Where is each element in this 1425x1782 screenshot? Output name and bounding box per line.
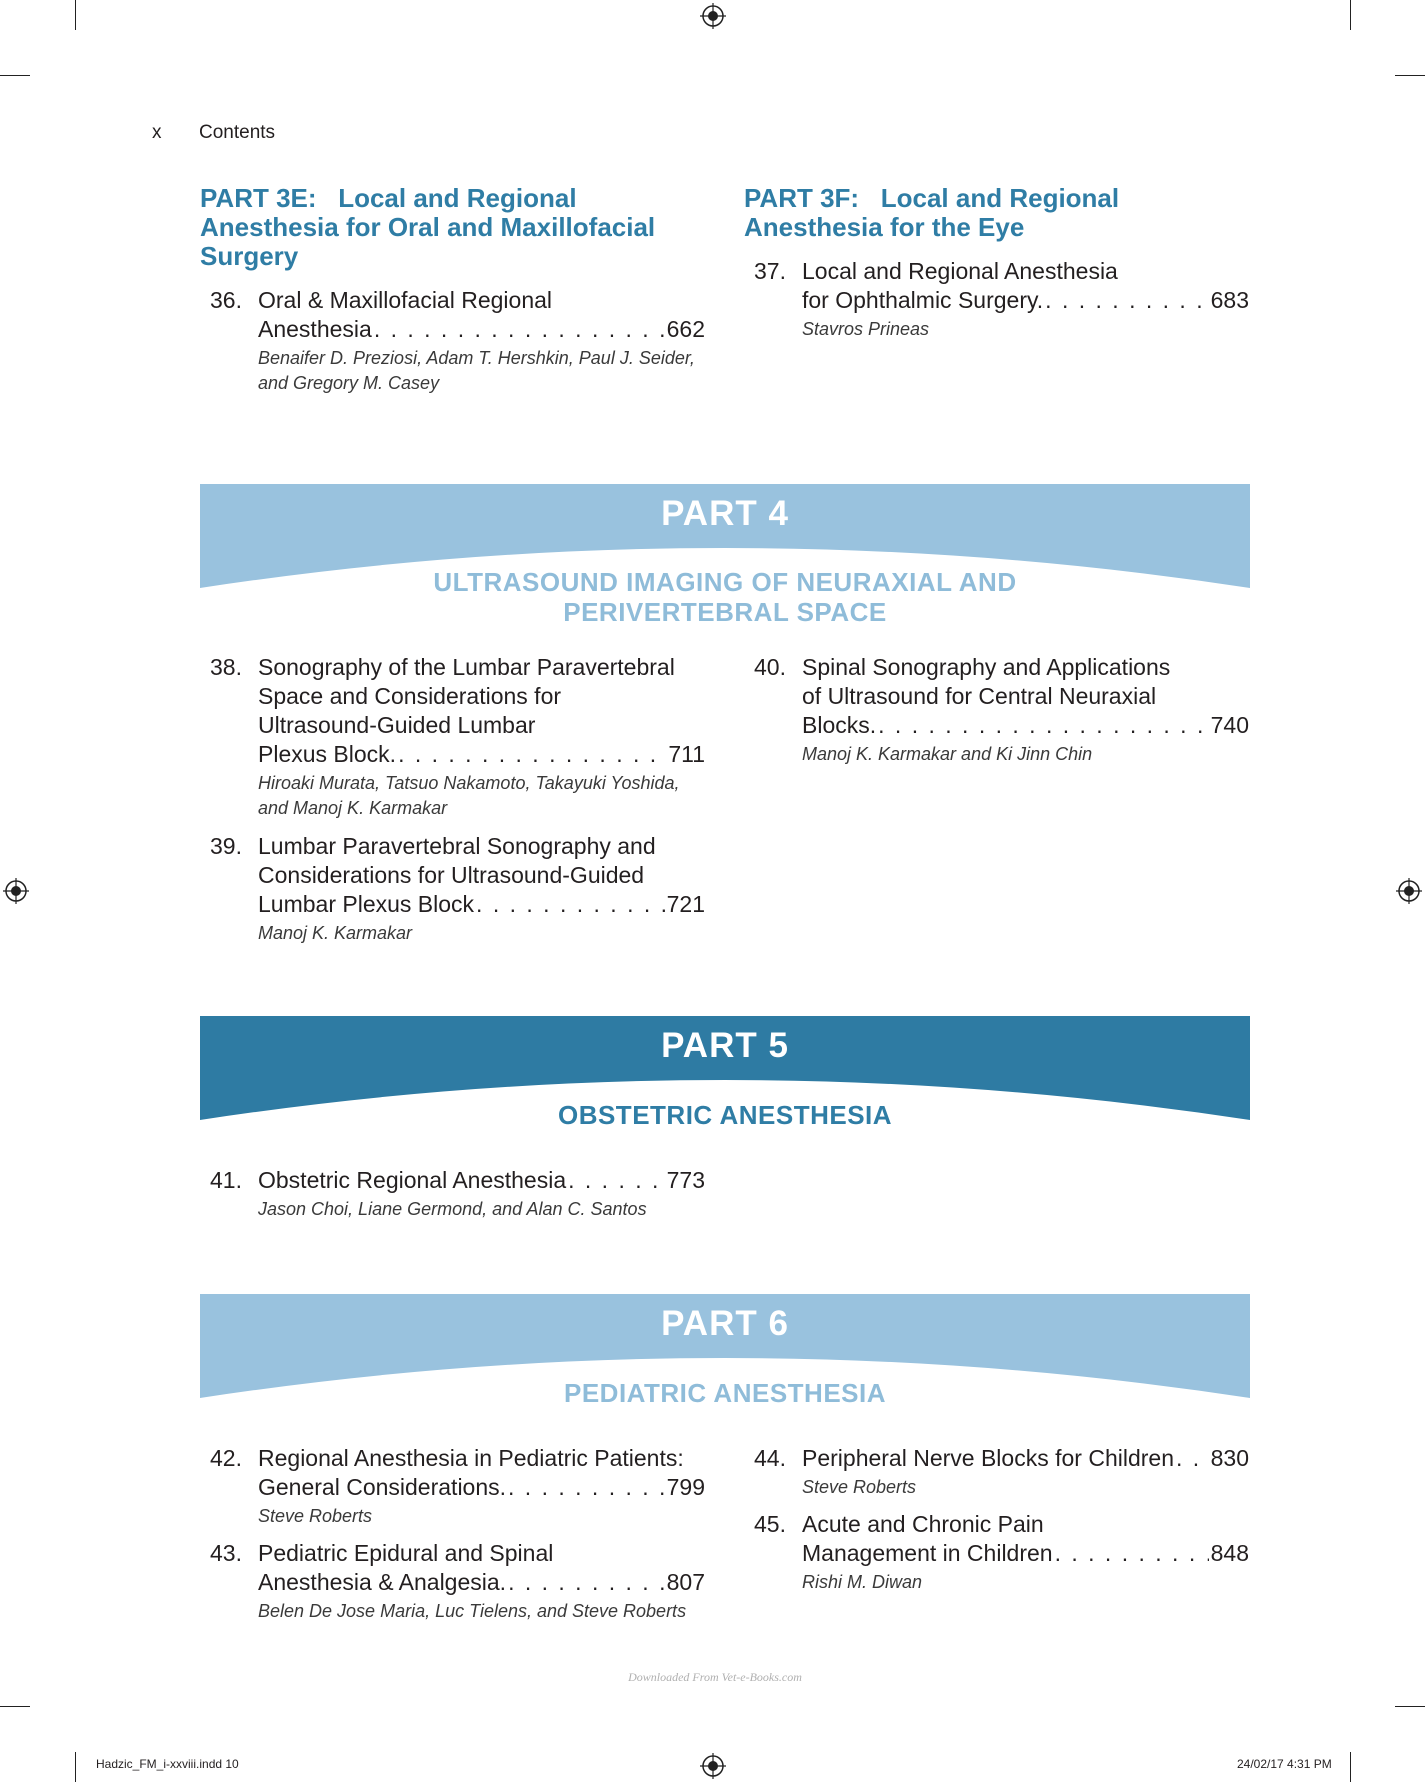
- part-6-subtitle: PEDIATRIC ANESTHESIA: [563, 1378, 887, 1408]
- chapter-title: Plexus Block.: [258, 741, 397, 767]
- chapter-title: Acute and Chronic Pain: [802, 1511, 1044, 1537]
- chapter-authors: Rishi M. Diwan: [802, 1572, 923, 1592]
- chapter-number: 36.: [210, 287, 242, 313]
- chapter-number: 41.: [210, 1167, 242, 1193]
- chapter-authors: Steve Roberts: [802, 1477, 917, 1497]
- dot-leader: [878, 711, 1208, 740]
- dot-leader: [508, 1473, 665, 1502]
- watermark: Downloaded From Vet-e-Books.com: [628, 1670, 802, 1684]
- chapter-number: 38.: [210, 654, 242, 680]
- registration-mark-icon: [1396, 878, 1422, 904]
- chapter-title: Pediatric Epidural and Spinal: [258, 1540, 554, 1566]
- chapter-title: Regional Anesthesia in Pediatric Patients:: [258, 1445, 684, 1471]
- toc-entry[interactable]: [200, 653, 705, 821]
- dot-leader: [374, 315, 665, 344]
- chapter-number: 44.: [754, 1445, 786, 1471]
- toc-entry[interactable]: [744, 257, 1249, 342]
- page-ref: 807: [666, 1569, 705, 1595]
- chapter-authors: Jason Choi, Liane Germond, and Alan C. Santos: [258, 1199, 647, 1219]
- chapter-authors: Stavros Prineas: [802, 319, 930, 339]
- chapter-title: Obstetric Regional Anesthesia: [258, 1167, 567, 1193]
- crop-mark: [1395, 75, 1425, 76]
- registration-mark-icon: [700, 1753, 726, 1779]
- toc-entry[interactable]: [744, 653, 1249, 767]
- chapter-title: for Ophthalmic Surgery.: [802, 287, 1044, 313]
- dot-leader: [1045, 286, 1208, 315]
- page-ref: 662: [666, 316, 705, 342]
- chapter-number: 37.: [754, 258, 786, 284]
- chapter-authors: Belen De Jose Maria, Luc Tielens, and Steve Roberts: [258, 1601, 687, 1621]
- chapter-authors: Benaifer D. Preziosi, Adam T. Hershkin, Paul J. Seider, and Gregory M. Casey: [258, 348, 695, 393]
- page-ref: 848: [1210, 1540, 1249, 1566]
- page-ref: 721: [666, 891, 705, 917]
- toc-entry[interactable]: [200, 286, 705, 396]
- toc-entry[interactable]: [744, 1510, 1249, 1595]
- toc-entry[interactable]: [200, 1539, 705, 1624]
- chapter-title: General Considerations.: [258, 1474, 507, 1500]
- toc-entry[interactable]: [200, 1166, 705, 1222]
- toc-entry[interactable]: [744, 1444, 1249, 1500]
- dot-leader: [568, 1166, 665, 1195]
- chapter-number: 40.: [754, 654, 786, 680]
- part-5-label: PART 5: [661, 1026, 789, 1065]
- file-slug: Hadzic_FM_i-xxviii.indd 10: [96, 1757, 239, 1771]
- chapter-number: 45.: [754, 1511, 786, 1537]
- crop-mark: [75, 1752, 76, 1782]
- chapter-authors: Manoj K. Karmakar and Ki Jinn Chin: [802, 744, 1093, 764]
- part-3e-title: Anesthesia for Oral and Maxillofacial: [200, 212, 656, 242]
- crop-mark: [1395, 1706, 1425, 1707]
- chapter-title: Oral & Maxillofacial Regional: [258, 287, 553, 313]
- page-number: x: [152, 122, 162, 143]
- chapter-title: Anesthesia: [258, 316, 372, 342]
- part-3f-heading: [744, 184, 1264, 242]
- part-5-subtitle: OBSTETRIC ANESTHESIA: [557, 1100, 893, 1130]
- chapter-title: Lumbar Plexus Block: [258, 891, 475, 917]
- page-ref: 830: [1210, 1445, 1249, 1471]
- toc-entry[interactable]: [200, 1444, 705, 1529]
- page-ref: 711: [668, 741, 705, 767]
- crop-mark: [1350, 1752, 1351, 1782]
- chapter-title: Considerations for Ultrasound-Guided: [258, 862, 645, 888]
- page-ref: 683: [1210, 287, 1249, 313]
- chapter-title: Lumbar Paravertebral Sonography and: [258, 833, 656, 859]
- part-3e-label: PART 3E:: [200, 183, 317, 213]
- dot-leader: [1176, 1444, 1209, 1473]
- chapter-title: Blocks.: [802, 712, 877, 738]
- page-ref: 773: [666, 1167, 705, 1193]
- chapter-title: Sonography of the Lumbar Paravertebral: [258, 654, 675, 680]
- registration-mark-icon: [700, 3, 726, 29]
- crop-mark: [0, 75, 30, 76]
- page-ref: 740: [1210, 712, 1249, 738]
- chapter-title: Local and Regional Anesthesia: [802, 258, 1118, 284]
- chapter-title: of Ultrasound for Central Neuraxial: [802, 683, 1157, 709]
- chapter-title: Anesthesia & Analgesia.: [258, 1569, 507, 1595]
- chapter-title: Peripheral Nerve Blocks for Children: [802, 1445, 1174, 1471]
- crop-mark: [75, 0, 76, 30]
- part-4-label: PART 4: [661, 494, 789, 533]
- part-3e-title: Surgery: [200, 241, 299, 271]
- part-3f-label: PART 3F:: [744, 183, 860, 213]
- chapter-number: 43.: [210, 1540, 242, 1566]
- chapter-title: Management in Children: [802, 1540, 1053, 1566]
- part-3f-title: Anesthesia for the Eye: [744, 212, 1025, 242]
- part-3f-title: Local and Regional: [880, 183, 1120, 213]
- chapter-authors: Manoj K. Karmakar: [258, 923, 413, 943]
- chapter-title: Ultrasound-Guided Lumbar: [258, 712, 536, 738]
- registration-mark-icon: [3, 878, 29, 904]
- crop-mark: [1350, 0, 1351, 30]
- dot-leader: [508, 1568, 665, 1597]
- crop-mark: [0, 1706, 30, 1707]
- part-3e-heading: [200, 184, 720, 271]
- page-ref: 799: [666, 1474, 705, 1500]
- chapter-authors: Steve Roberts: [258, 1506, 373, 1526]
- chapter-authors: Hiroaki Murata, Tatsuo Nakamoto, Takayuki Yoshida, and Manoj K. Karmakar: [258, 773, 680, 818]
- dot-leader: [1055, 1539, 1209, 1568]
- print-timestamp: 24/02/17 4:31 PM: [1237, 1757, 1332, 1771]
- chapter-number: 42.: [210, 1445, 242, 1471]
- toc-entry[interactable]: [200, 832, 705, 946]
- chapter-title: Spinal Sonography and Applications: [802, 654, 1171, 680]
- part-3e-title: Local and Regional: [338, 183, 577, 213]
- dot-leader: [398, 740, 666, 769]
- chapter-title: Space and Considerations for: [258, 683, 562, 709]
- part-4-subtitle: ULTRASOUND IMAGING OF NEURAXIAL AND PERIVERTEBRAL SPACE: [433, 567, 1017, 627]
- running-head-title: Contents: [199, 122, 276, 143]
- chapter-number: 39.: [210, 833, 242, 859]
- dot-leader: [476, 890, 665, 919]
- part-6-label: PART 6: [661, 1304, 789, 1343]
